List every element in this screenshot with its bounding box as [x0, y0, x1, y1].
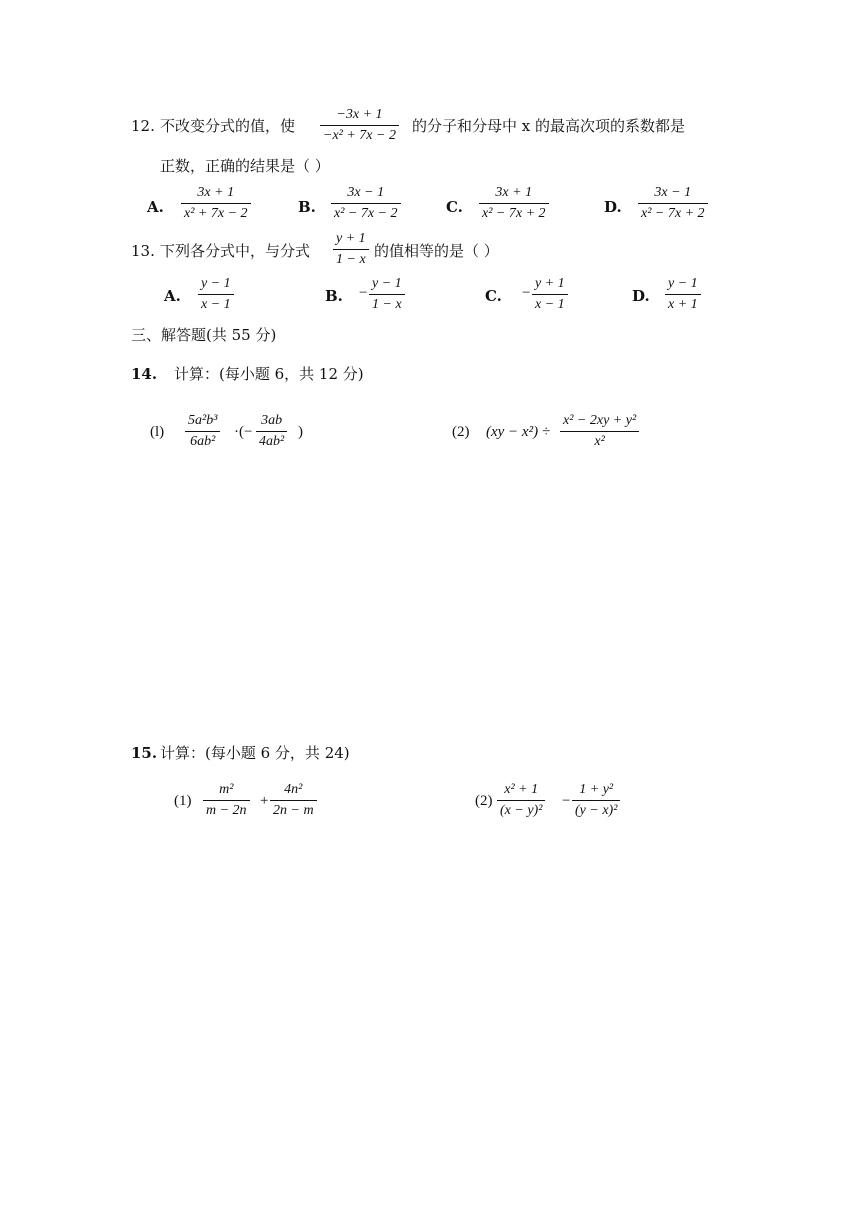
fraction-bar: [560, 431, 639, 432]
q15-part1-operator: +: [260, 793, 269, 809]
fraction-numerator: 1 + y²: [579, 782, 614, 797]
q14-text: 计算：(每小题 6，共 12 分): [174, 365, 364, 383]
fraction-denominator: (x − y)²: [500, 803, 543, 818]
q13-fraction: [333, 230, 369, 269]
fraction-bar: [320, 125, 399, 126]
fraction-bar: [638, 203, 708, 204]
q14-part1-operator: ·(−: [234, 424, 253, 440]
q12-option-b-label: B.: [298, 198, 316, 216]
fraction-numerator: m²: [219, 782, 234, 797]
option-denominator: 1 − x: [372, 297, 402, 312]
q15-part1-fraction1: [203, 781, 250, 820]
q12-option-c-fraction: [479, 184, 549, 223]
q13-option-d-label: D.: [632, 287, 650, 305]
q13-option-b-label: B.: [325, 287, 343, 305]
fraction-denominator: m − 2n: [206, 803, 247, 818]
q15-text: 计算：(每小题 6 分，共 24): [160, 744, 350, 762]
option-denominator: x² − 7x − 2: [334, 206, 398, 221]
q15-part2-label: (2): [475, 793, 493, 809]
fraction-numerator: 5a²b³: [188, 413, 218, 428]
q13-option-d-fraction: [665, 275, 701, 314]
fraction-bar: [331, 203, 401, 204]
q14-number: 14.: [131, 365, 158, 383]
fraction-bar: [532, 294, 568, 295]
option-numerator: y − 1: [668, 276, 698, 291]
q13-text-before: 下列各分式中，与分式: [160, 242, 311, 260]
fraction-bar: [665, 294, 701, 295]
q13-option-a-label: A.: [164, 287, 181, 305]
option-denominator: x + 1: [668, 297, 698, 312]
option-numerator: 3x + 1: [495, 185, 533, 200]
fraction-numerator: 3ab: [261, 413, 283, 428]
option-numerator: 3x − 1: [654, 185, 692, 200]
q15-part2-operator: −: [562, 793, 571, 809]
q13-option-c-sign: −: [522, 285, 531, 301]
q13-option-b-fraction: [369, 275, 405, 314]
option-denominator: x − 1: [535, 297, 565, 312]
q14-part2-label: (2): [452, 424, 470, 440]
q12-option-d-label: D.: [604, 198, 622, 216]
option-numerator: 3x − 1: [347, 185, 385, 200]
q12-option-c-label: C.: [446, 198, 463, 216]
fraction-denominator: 6ab²: [190, 434, 216, 449]
q13-option-b-sign: −: [359, 285, 368, 301]
q12-line2: 正数，正确的结果是（ ）: [160, 157, 330, 175]
fraction-bar: [497, 800, 545, 801]
fraction-numerator: x² − 2xy + y²: [563, 413, 637, 428]
q12-option-b-fraction: [331, 184, 401, 223]
fraction-numerator: x² + 1: [504, 782, 539, 797]
q12-option-d-fraction: [638, 184, 708, 223]
q13-number: 13.: [131, 242, 155, 260]
option-denominator: x² + 7x − 2: [184, 206, 248, 221]
option-denominator: x² − 7x + 2: [641, 206, 705, 221]
q15-part2-fraction1: [497, 781, 545, 820]
fraction-bar: [181, 203, 251, 204]
q13-option-c-fraction: [532, 275, 568, 314]
q13-text-after: 的值相等的是（ ）: [374, 242, 499, 260]
q14-part2-lhs: (xy − x²) ÷: [486, 424, 551, 440]
q13-fraction-denominator: 1 − x: [336, 252, 366, 267]
fraction-bar: [369, 294, 405, 295]
q15-part1-label: (1): [174, 793, 192, 809]
q12-text-after: 的分子和分母中 x 的最高次项的系数都是: [412, 117, 685, 135]
fraction-numerator: 4n²: [284, 782, 303, 797]
fraction-bar: [203, 800, 250, 801]
fraction-bar: [256, 431, 287, 432]
q15-part2-fraction2: [572, 781, 620, 820]
option-numerator: 3x + 1: [197, 185, 235, 200]
q12-number: 12.: [131, 117, 155, 135]
fraction-bar: [270, 800, 317, 801]
q14-part1-label: (l): [150, 424, 165, 440]
q14-part1-fraction2: [256, 412, 287, 451]
fraction-denominator: (y − x)²: [575, 803, 618, 818]
q13-option-a-fraction: [198, 275, 234, 314]
q12-option-a-fraction: [181, 184, 251, 223]
option-denominator: x − 1: [201, 297, 231, 312]
q12-text-before: 不改变分式的值，使: [160, 117, 296, 135]
q12-fraction-denominator: −x² + 7x − 2: [323, 128, 396, 143]
q13-option-c-label: C.: [485, 287, 502, 305]
section-3-title: 三、解答题(共 55 分): [131, 326, 277, 344]
fraction-denominator: 4ab²: [259, 434, 285, 449]
fraction-bar: [198, 294, 234, 295]
q14-part1-close-paren: ): [298, 424, 303, 440]
fraction-bar: [185, 431, 220, 432]
q15-part1-fraction2: [270, 781, 317, 820]
option-denominator: x² − 7x + 2: [482, 206, 546, 221]
fraction-bar: [572, 800, 620, 801]
q12-fraction: [320, 106, 399, 145]
q13-fraction-numerator: y + 1: [336, 231, 366, 246]
fraction-bar: [333, 249, 369, 250]
q12-fraction-numerator: −3x + 1: [336, 107, 383, 122]
fraction-bar: [479, 203, 549, 204]
fraction-denominator: x²: [594, 434, 605, 449]
fraction-denominator: 2n − m: [273, 803, 314, 818]
q12-option-a-label: A.: [147, 198, 164, 216]
option-numerator: y − 1: [372, 276, 402, 291]
q15-number: 15.: [131, 744, 158, 762]
option-numerator: y + 1: [535, 276, 565, 291]
q14-part1-fraction1: [185, 412, 220, 451]
option-numerator: y − 1: [201, 276, 231, 291]
q14-part2-fraction: [560, 412, 639, 451]
